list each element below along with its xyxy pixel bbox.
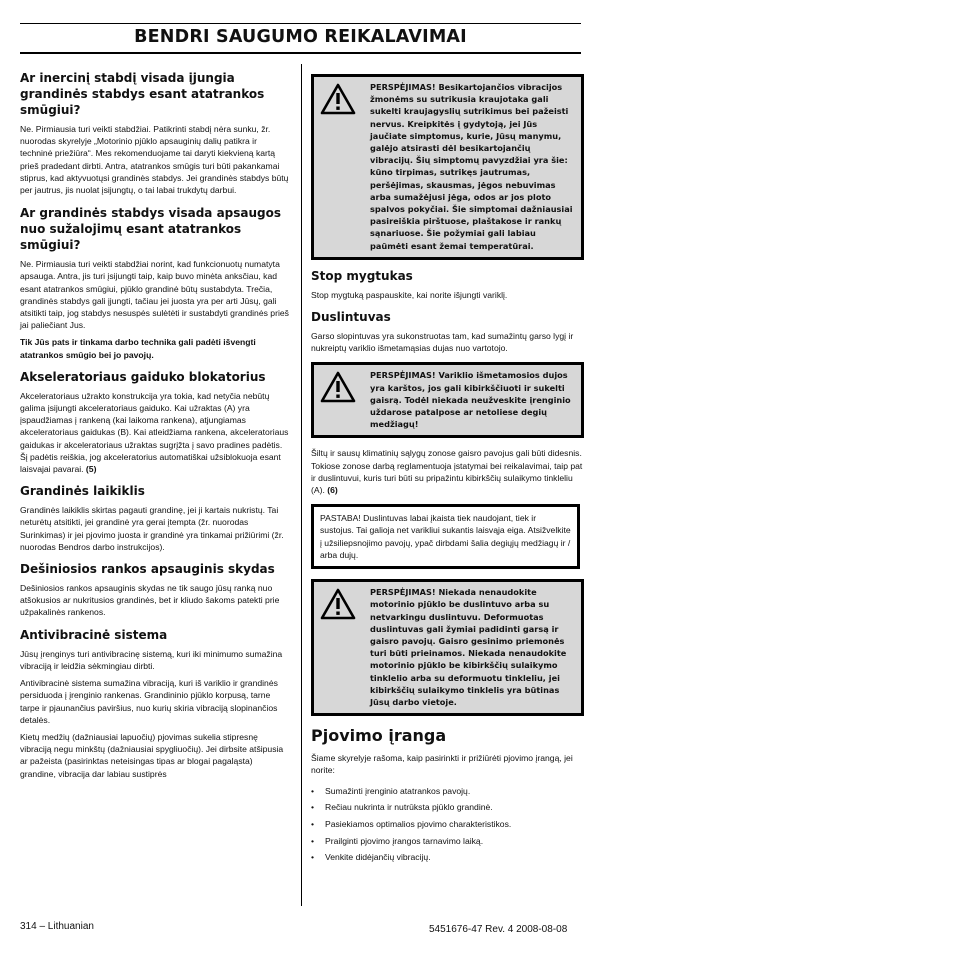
bullet: • (311, 835, 315, 846)
section-heading: Akseleratoriaus gaiduko blokatorius (20, 369, 266, 384)
list-item-text: Sumažinti įrenginio atatrankos pavojų. (325, 785, 471, 796)
warning-box (311, 74, 584, 260)
list-item (311, 818, 584, 830)
paragraph: Kietų medžių (dažniausiai lapuočių) pjovimas sukelia stipresnę vibraciją negu minkštų (dažniausiai spygliuočių). Jei dirbsite atšipusia ar pažeista (pasirinktas neteisingas tipas ar blogai pagaląsta) grandine, vibracija dar labiau sustiprės (20, 731, 284, 779)
paragraph: Stop mygtuką paspauskite, kai norite išjungti variklį. (311, 289, 508, 300)
document-revision: 5451676-47 Rev. 4 2008-08-08 (429, 924, 568, 935)
paragraph: Dešiniosios rankos apsauginis skydas ne tik saugo jūsų ranką nuo atšokusios ar nukritusios grandinės, bet ir kliudo šakoms patekti prie užpakalinės rankenos. (20, 583, 280, 618)
section-heading: Duslintuvas (311, 310, 391, 325)
paragraph: Ne. Pirmiausia turi veikti stabdžiai norint, kad funkcionuotų numatyta apsauga. Antra, jis turi įsijungti taip, kaip buvo minėta anksčiau, kad esant atatrankos smūgiui, pjūklo grandinė būtų sustabdyta. Trečia, grandinės stabdys gali įjungti, tačiau jei juosta yra per arti Jūsų, gali atsitikti taip, jog stabdys nesuspės sulėtėti ir sustabdyti grandinės prieš jai paliečiant Jus. (20, 259, 289, 331)
bullet: • (311, 785, 315, 796)
list-item-text: Pasiekiamos optimalios pjovimo charakteristikos. (325, 818, 512, 829)
paragraph-bold: Tik Jūs pats ir tinkama darbo technika gali padėti išvengti atatrankos smūgio bei jo pavojų. (20, 337, 256, 360)
section-heading: Ar inercinį stabdį visada įjungia grandinės stabdys esant atatrankos smūgiui? (20, 71, 265, 117)
warning-box (311, 362, 584, 438)
bullet: • (311, 852, 315, 863)
right-column (311, 74, 584, 868)
list-item (311, 851, 584, 863)
column-divider (301, 64, 302, 906)
warning-text: PERSPĖJIMAS! Besikartojančios vibracijos žmonėms su sutrikusia kraujotaka gali sukelti kraujagyslių sutrikimus bei pažeisti nervus. Kreipkitės į gydytoją, jei Jūs jaučiate simptomus, kurie, Jūsų manymu, galėjo atsirasti dėl besikartojančių vibracijų. Šių simptomų pavyzdžiai yra šie: kūno tirpimas, sutrikęs jautrumas, peršėjimas, skausmas, jėgos nebuvimas arba sumažėjusi jėga, odos ar jos ploto spalvos pokyčiai. Šie simptomai dažniausiai pasireiškia pirštuose, plaštakose ir rankų sąnariuose. Šie požymiai gali labiau paūmėti esant žemai temperatūrai. (370, 82, 573, 251)
warning-text: PERSPĖJIMAS! Niekada nenaudokite motorinio pjūklo be duslintuvo arba su netvarkingu duslintuvu. Deformuotas duslintuvas gali žymiai padidinti garsą ir gaisro pavojų. Gaisro gesinimo priemonės turi būti prieinamos. Niekada nenaudokite motorinio pjūklo be kibirkščių sulaikymo tinklelio arba su deformuotu tinkleliu, jei kibirkščių sulaikymo tinklelis yra būtinas Jūsų darbo vietoje. (370, 587, 567, 707)
warning-triangle-icon (320, 81, 360, 252)
paragraph: Ne. Pirmiausia turi veikti stabdžiai. Patikrinti stabdį nėra sunku, žr. nuorodas skyrelyje „Motorinio pjūklo apsauginių dalių patikra ir techninė priežiūra“. Mes rekomenduojame tai daryti kiekvieną kartą prieš pradedant dirbti. Antra, atatrankos smūgis turi būti pakankamai stiprus, kad aktyvuotųsi grandinės stabdys. Jei grandinės stabdys būtų per jautrus, jis nuolat įsijungtų, o tai labai trukdytų darbui. (20, 124, 289, 196)
warning-triangle-icon (320, 369, 360, 430)
top-rule (20, 23, 581, 24)
list-item (311, 801, 584, 813)
paragraph: Antivibracinė sistema sumažina vibraciją, kuri iš variklio ir grandinės persiduoda į įrenginio rankenas. Grandininio pjūklo korpusą, tarne tarpe ir pjaunančius paviršius, nuo kurių skiria vibraciją slopinančios detalės. (20, 678, 278, 725)
page-number: 314 – Lithuanian (20, 921, 94, 932)
figure-ref: (6) (327, 485, 338, 496)
section-heading: Antivibracinė sistema (20, 627, 168, 642)
paragraph (20, 390, 290, 475)
list-item-text: Prailginti pjovimo įrangos tarnavimo laiką. (325, 835, 484, 846)
paragraph: Šiame skyrelyje rašoma, kaip pasirinkti ir prižiūrėti pjovimo įrangą, jei norite: (311, 753, 573, 776)
left-column (20, 64, 290, 785)
figure-ref: (5) (85, 464, 97, 475)
list-item (311, 785, 584, 797)
title-underline (20, 52, 581, 54)
warning-box (311, 579, 584, 716)
list-item (311, 835, 584, 847)
bullet-list (311, 785, 584, 864)
section-heading: Stop mygtukas (311, 268, 413, 283)
warning-text: PERSPĖJIMAS! Variklio išmetamosios dujos yra karštos, jos gali kibirkščiuoti ir sukelti gaisrą. Todėl niekada neužveskite įrenginio uždarose patalpose ar netoliese degių medžiagų! (370, 370, 571, 430)
warning-triangle-icon (320, 586, 360, 708)
section-heading: Pjovimo įranga (311, 726, 447, 746)
paragraph: Grandinės laikiklis skirtas pagauti grandinę, jei ji kartais nukristų. Tai neturėtų atsitikti, jei grandinė yra gerai įtempta (žr. nuorodas Surinkimas) ir jei pjovimo juosta ir grandinė yra tinkamai prižiūrimi (žr. nuorodas Bendros darbo instrukcijos). (20, 505, 284, 552)
paragraph: Garso slopintuvas yra sukonstruotas tam, kad sumažintų garso lygį ir nukreiptų variklio išmetamąsias dujas nuo vartotojo. (311, 331, 574, 354)
section-heading: Ar grandinės stabdys visada apsaugos nuo sužalojimų esant atatrankos smūgiui? (20, 206, 282, 253)
bullet: • (311, 818, 315, 829)
section-heading: Dešiniosios rankos apsauginis skydas (20, 562, 275, 577)
list-item-text: Venkite didėjančių vibracijų. (325, 852, 431, 863)
section-heading: Grandinės laikiklis (20, 484, 145, 499)
note-box: PASTABA! Duslintuvas labai įkaista tiek naudojant, tiek ir sustojus. Tai galioja net varikliui sukantis laisvąja eiga. Atsižvelkite į užsiliepsnojimo pavojų, ypač dirbdami šalia degiųjų medžiagų ir / arba dujų. (311, 504, 580, 569)
paragraph: Jūsų įrenginys turi antivibracinę sistemą, kuri iki minimumo sumažina vibraciją ir leidžia sėkmingiau dirbti. (20, 648, 283, 671)
list-item-text: Rečiau nukrinta ir nutrūksta pjūklo grandinė. (325, 802, 493, 813)
page-title: BENDRI SAUGUMO REIKALAVIMAI (134, 27, 467, 47)
paragraph-text: Akceleratoriaus užrakto konstrukcija yra tokia, kad netyčia nebūtų galima įsijungti akceleratoriaus gaiduko. Kai užraktas (A) yra įspaudžiamas į rankeną (kai laikoma rankena), atjungiamas akceleratoriaus gaidukas (B). Kai atleidžiama rankena, akceleratoriaus gaidukas ir akceleratoriaus užraktas sugrįžta į savo pradines padėtis. Šį padėtis reiškia, jog akceleratorius automatiškai užsiblokuoja esant laisvajai pavarai. (20, 390, 289, 475)
bullet: • (311, 802, 315, 813)
paragraph (311, 447, 584, 496)
paragraph-text: Šiltų ir sausų klimatinių sąlygų zonose gaisro pavojus gali būti didesnis. Tokiose zonose darbą reglamentuoja įstatymai bei reikalavimai, taip pat ir duslintuvui, kuris turi būti su pripažintu kibirkščių sulaikymo tinkleliu (A). (311, 448, 583, 496)
